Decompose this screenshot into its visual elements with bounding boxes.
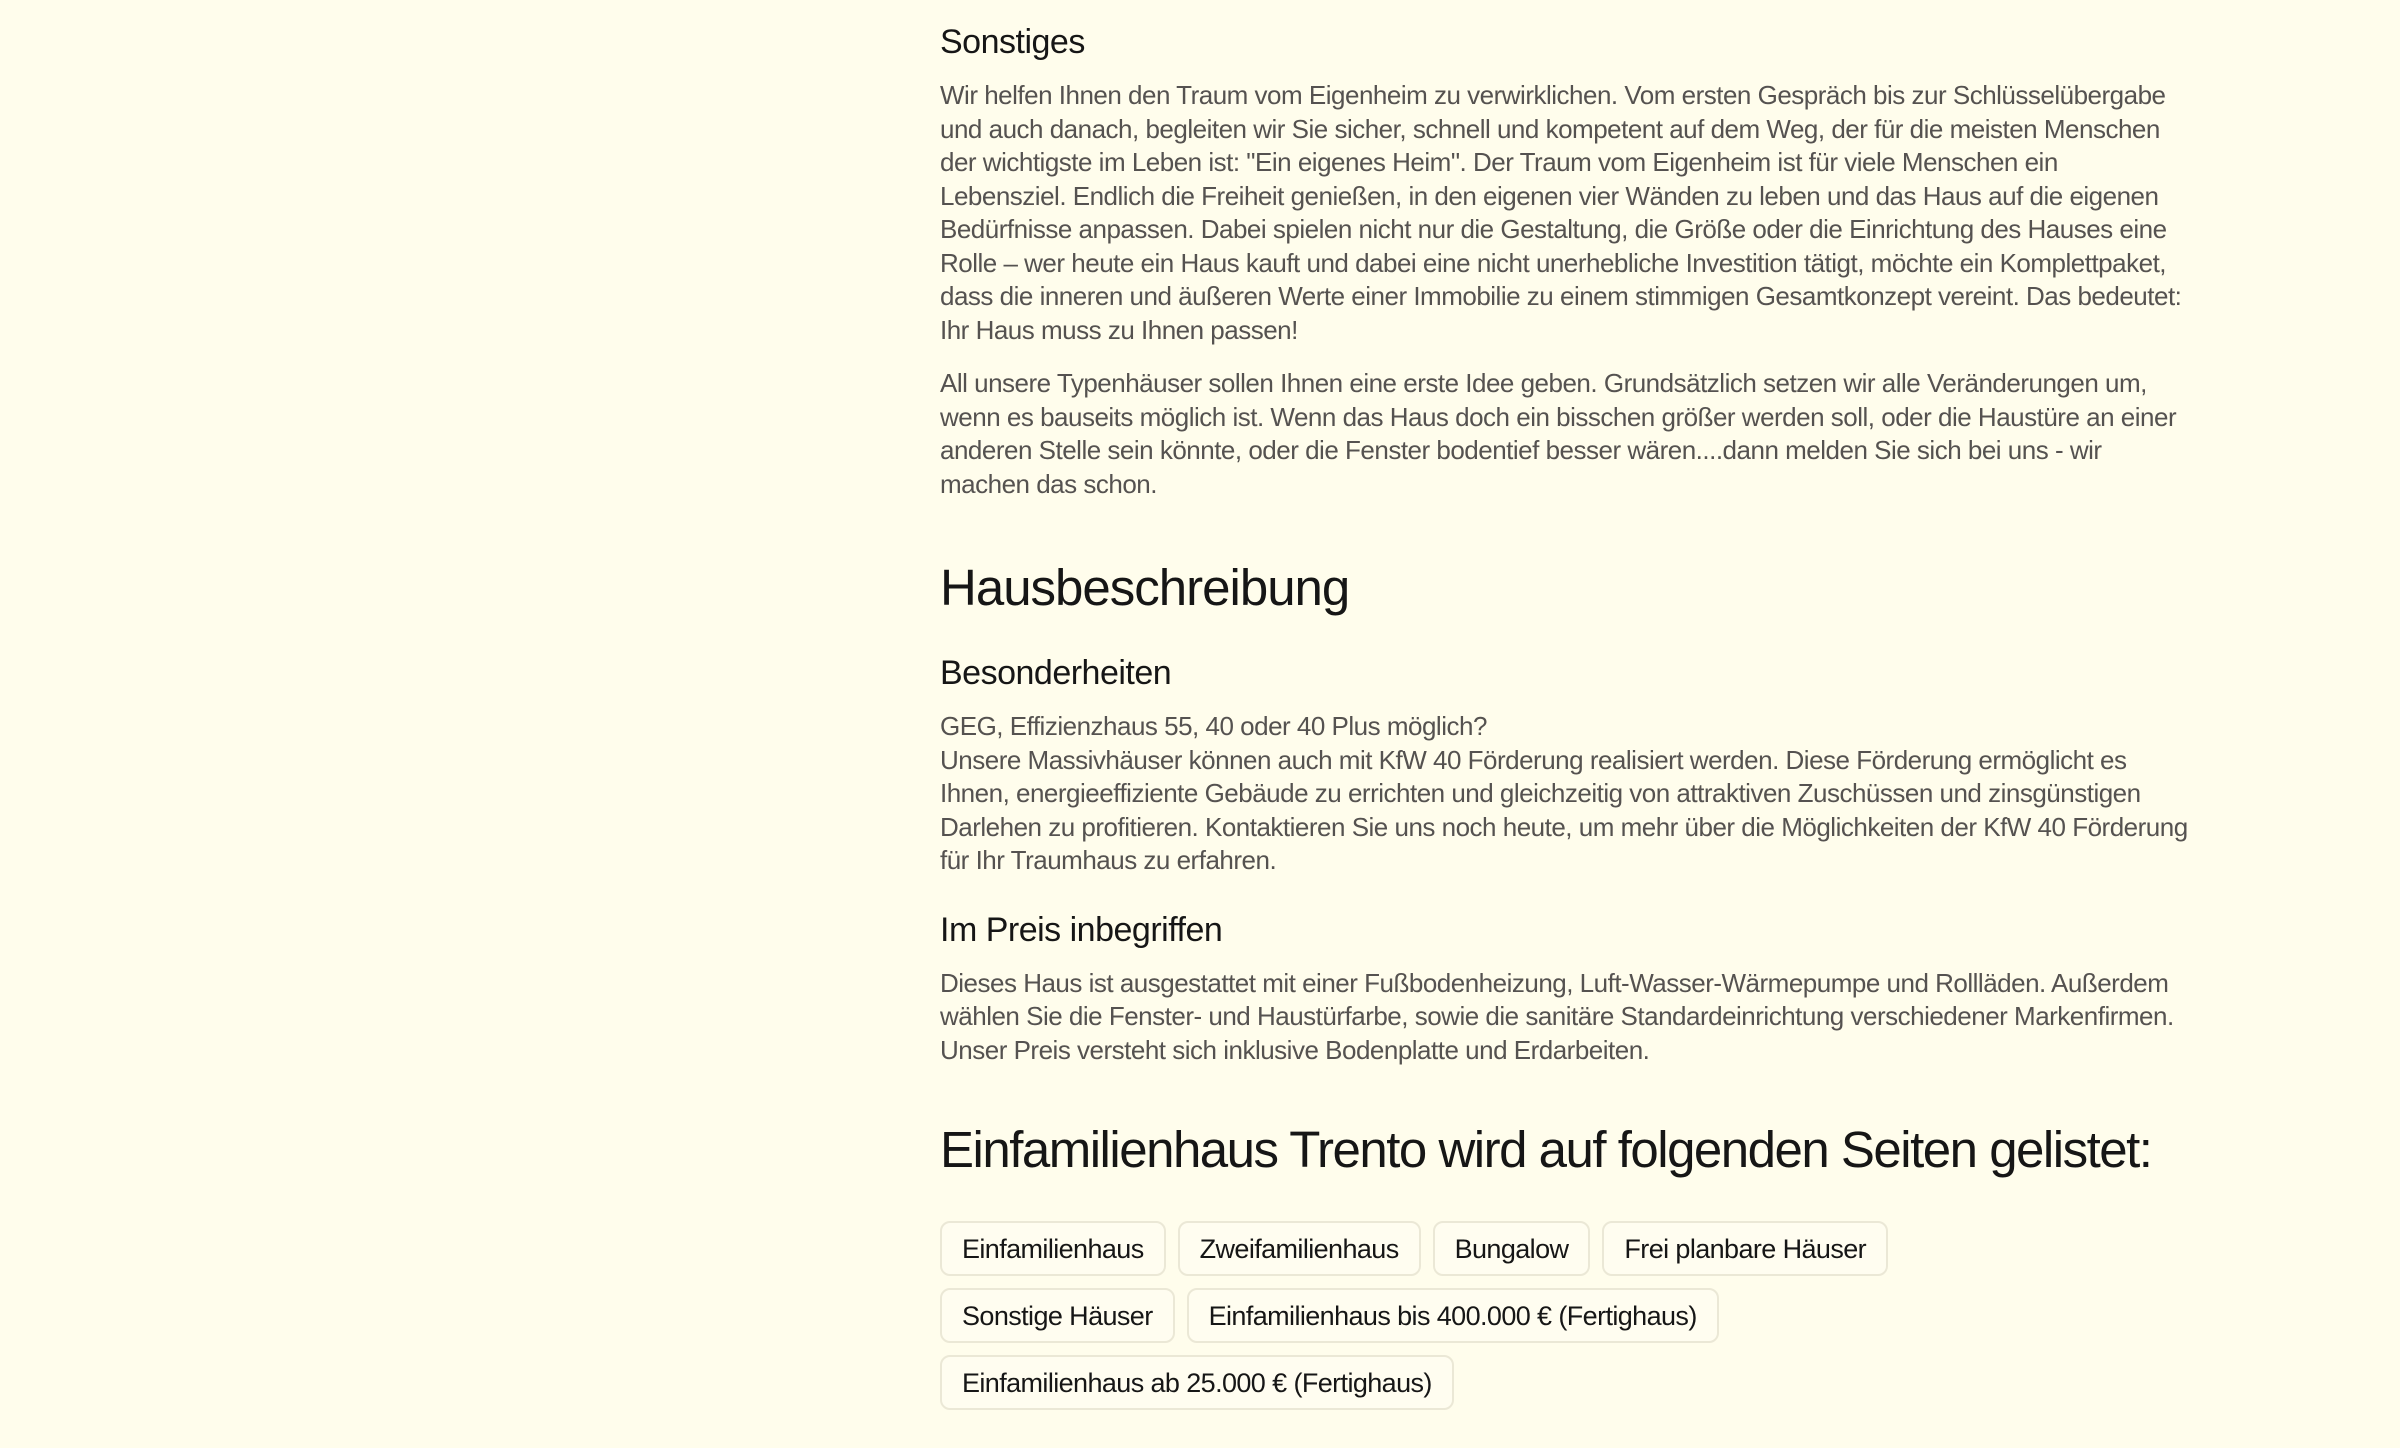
besonderheiten-text: [940, 710, 2190, 878]
tag-list: [940, 1221, 2100, 1410]
im-preis-heading: Im Preis inbegriffen: [940, 910, 1223, 949]
listing-section: [940, 1119, 2190, 1410]
besonderheiten-line: GEG, Effizienzhaus 55, 40 oder 40 Plus möglich?: [940, 711, 1487, 741]
besonderheiten-heading: Besonderheiten: [940, 654, 1172, 692]
hausbeschreibung-heading: Hausbeschreibung: [940, 559, 1350, 616]
tag-frei-planbare-haeuser[interactable]: Frei planbare Häuser: [1602, 1221, 1888, 1276]
listing-heading: Einfamilienhaus Trento wird auf folgenden Seiten gelistet:: [940, 1121, 2152, 1178]
sonstiges-paragraph-1: Wir helfen Ihnen den Traum vom Eigenheim zu verwirklichen. Vom ersten Gespräch bis zur Schlüsselübergabe und auch danach, begleiten wir Sie sicher, schnell und kompetent auf dem Weg, der für die meisten Menschen der wichtigste im Leben ist: "Ein eigenes Heim". Der Traum vom Eigenheim ist für viele Menschen ein Lebensziel. Endlich die Freiheit genießen, in den eigenen vier Wänden zu leben und das Haus auf die eigenen Bedürfnisse anpassen. Dabei spielen nicht nur die Gestaltung, die Größe oder die Einrichtung des Hauses eine Rolle – wer heute ein Haus kauft und dabei eine nicht unerhebliche Investition tätigt, möchte ein Komplettpaket, dass die inneren und äußeren Werte einer Immobilie zu einem stimmigen Gesamtkonzept vereint. Das bedeutet: Ihr Haus muss zu Ihnen passen!: [940, 80, 2182, 345]
tag-bungalow[interactable]: Bungalow: [1433, 1221, 1591, 1276]
sonstiges-paragraph-2: All unsere Typenhäuser sollen Ihnen eine erste Idee geben. Grundsätzlich setzen wir alle Veränderungen um, wenn es bauseits möglich ist. Wenn das Haus doch ein bisschen größer werden soll, oder die Haustüre an einer anderen Stelle sein könnte, oder die Fenster bodentief besser wären....dann melden Sie sich bei uns - wir machen das schon.: [940, 368, 2177, 499]
tag-zweifamilienhaus[interactable]: Zweifamilienhaus: [1178, 1221, 1421, 1276]
main-content: [940, 0, 2190, 1410]
tag-einfamilienhaus[interactable]: Einfamilienhaus: [940, 1221, 1166, 1276]
hausbeschreibung-section: [940, 557, 2190, 1067]
sonstiges-section: [940, 20, 2190, 501]
tag-einfamilienhaus-bis-400000[interactable]: Einfamilienhaus bis 400.000 € (Fertighaus): [1187, 1288, 1719, 1343]
sonstiges-heading: Sonstiges: [940, 23, 1085, 61]
tag-sonstige-haeuser[interactable]: Sonstige Häuser: [940, 1288, 1175, 1343]
im-preis-text: Dieses Haus ist ausgestattet mit einer Fußbodenheizung, Luft-Wasser-Wärmepumpe und Rollläden. Außerdem wählen Sie die Fenster- und Haustürfarbe, sowie die sanitäre Standardeinrichtung verschiedener Markenfirmen. Unser Preis versteht sich inklusive Bodenplatte und Erdarbeiten.: [940, 967, 2174, 1065]
besonderheiten-description: Unsere Massivhäuser können auch mit KfW 40 Förderung realisiert werden. Diese Förderung ermöglicht es Ihnen, energieeffiziente Gebäude zu errichten und gleichzeitig von attraktiven Zuschüssen und zinsgünstigen Darlehen zu profitieren. Kontaktieren Sie uns noch heute, um mehr über die Möglichkeiten der KfW 40 Förderung für Ihr Traumhaus zu erfahren.: [940, 744, 2188, 875]
tag-einfamilienhaus-ab-25000[interactable]: Einfamilienhaus ab 25.000 € (Fertighaus): [940, 1355, 1454, 1410]
